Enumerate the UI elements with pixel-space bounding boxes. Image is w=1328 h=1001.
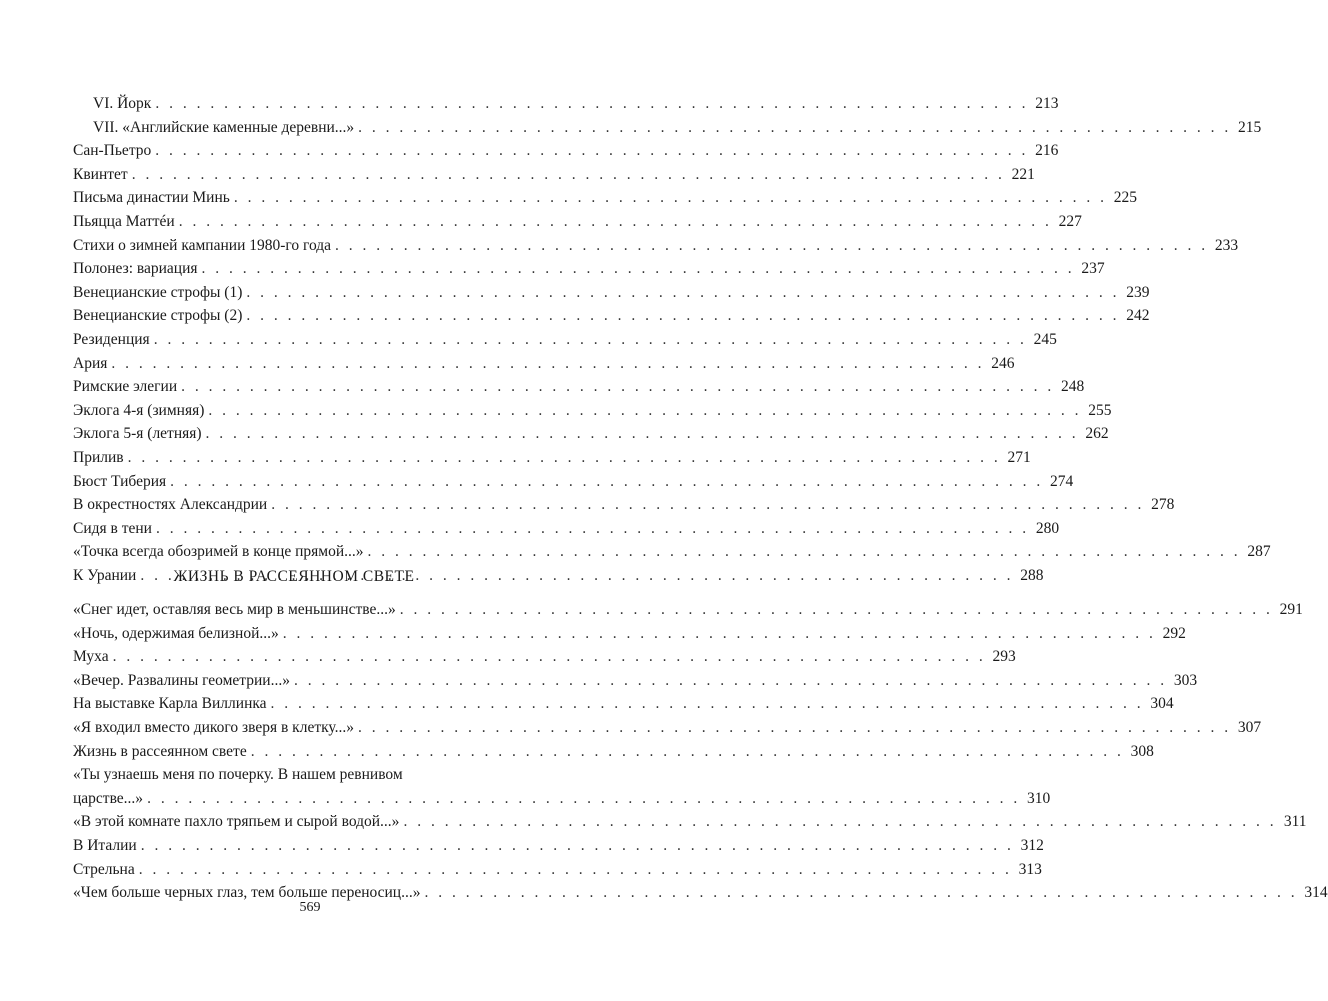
dot-leader xyxy=(128,446,1001,470)
toc-entry-page: 215 xyxy=(1238,118,1262,136)
toc-entry xyxy=(73,210,1082,234)
toc-entry-title: Сидя в тени xyxy=(73,519,152,537)
dot-leader xyxy=(294,669,1167,693)
toc-entry-title: «Я входил вместо дикого зверя в клетку...» xyxy=(73,718,354,736)
dot-leader xyxy=(132,163,1005,187)
toc-entry-page: 242 xyxy=(1126,307,1150,325)
toc-entry-title: Квинтет xyxy=(73,165,128,183)
toc-entry-page: 274 xyxy=(1050,472,1074,490)
dot-leader xyxy=(141,834,1014,858)
toc-entry-page: 292 xyxy=(1162,624,1186,642)
toc-entry-page: 288 xyxy=(1020,566,1044,584)
toc-entry-page: 278 xyxy=(1151,496,1175,514)
toc-entry-title: В окрестностях Александрии xyxy=(73,496,268,514)
toc-entry-title: На выставке Карла Виллинка xyxy=(73,695,267,713)
toc-entry xyxy=(73,328,1057,352)
toc-entry-title: Пьяцца Маттéи xyxy=(73,212,175,230)
toc-entry-title: Бюст Тиберия xyxy=(73,472,167,490)
toc-entry-title: «Ночь, одержимая белизной...» xyxy=(73,624,279,642)
toc-entry-page: 225 xyxy=(1113,189,1137,207)
toc-entry xyxy=(73,740,1154,764)
toc-entry-page: 239 xyxy=(1126,283,1150,301)
toc-entry xyxy=(73,669,1198,693)
toc-entry-page: 237 xyxy=(1081,260,1105,278)
toc-entry-title: В Италии xyxy=(73,836,137,854)
page-number: 569 xyxy=(299,900,321,915)
toc-entry xyxy=(73,598,1303,622)
toc-entry-page: 227 xyxy=(1058,212,1082,230)
toc-entry xyxy=(73,139,1059,163)
toc-entry xyxy=(73,163,1035,187)
toc-entry-page: 312 xyxy=(1020,836,1044,854)
dot-leader xyxy=(111,352,984,376)
toc-entry-title-line2-row xyxy=(73,787,1050,811)
dot-leader xyxy=(155,92,1028,116)
dot-leader xyxy=(170,470,1043,494)
dot-leader xyxy=(400,598,1273,622)
dot-leader xyxy=(358,116,1231,140)
toc-entry-title: Резиденция xyxy=(73,330,150,348)
section-title: ЖИЗНЬ В РАССЕЯННОМ СВЕТЕ xyxy=(173,568,415,585)
toc-entry-title: Полонез: вариация xyxy=(73,260,198,278)
dot-leader xyxy=(335,234,1208,258)
toc-entry xyxy=(73,304,1150,328)
toc-entry-title: Стрельна xyxy=(73,860,135,878)
toc-entry-page: 248 xyxy=(1061,378,1085,396)
dot-leader xyxy=(208,399,1081,423)
toc-entry-page: 213 xyxy=(1035,95,1059,112)
dot-leader xyxy=(139,858,1012,882)
toc-entry-page: 314 xyxy=(1304,884,1328,902)
toc-entry-page: 262 xyxy=(1085,425,1109,443)
toc-entry-title: Эклога 5-я (летняя) xyxy=(73,425,202,443)
toc-entry-title: «Чем больше черных глаз, тем больше переносиц...» xyxy=(73,884,421,902)
toc-entry xyxy=(73,493,1175,517)
toc-entry-title: VI. Йорк xyxy=(93,95,152,112)
toc-entry-page: 304 xyxy=(1150,695,1174,713)
toc-list xyxy=(73,598,1328,905)
toc-entry xyxy=(73,257,1105,281)
toc-entry-title: Венецианские строфы (1) xyxy=(73,283,243,301)
toc-entry xyxy=(73,645,1016,669)
toc-entry-page: 293 xyxy=(992,648,1016,666)
dot-leader xyxy=(403,810,1276,834)
toc-entry xyxy=(73,540,1271,564)
dot-leader xyxy=(154,328,1027,352)
toc-entry xyxy=(73,716,1262,740)
toc-entry-title: «Точка всегда обозримей в конце прямой...» xyxy=(73,543,364,561)
dot-leader xyxy=(156,517,1029,541)
toc-entry xyxy=(73,186,1137,210)
toc-entry-title: Ария xyxy=(73,354,108,372)
dot-leader xyxy=(358,716,1231,740)
toc-entry-title: Стихи о зимней кампании 1980-го года xyxy=(73,236,332,254)
toc-entry-title: Римские элегии xyxy=(73,378,178,396)
toc-entry-title-line1: «Ты узнаешь меня по почерку. В нашем ревнивом xyxy=(73,766,403,784)
toc-entry xyxy=(73,281,1150,305)
toc-entry-title: Сан-Пьетро xyxy=(73,142,152,160)
toc-entry xyxy=(73,422,1109,446)
toc-entry-title: Жизнь в рассеянном свете xyxy=(73,742,247,760)
toc-entry xyxy=(73,116,1262,140)
dot-leader xyxy=(113,645,986,669)
toc-entry-page: 255 xyxy=(1088,401,1112,419)
toc-entry-page: 310 xyxy=(1026,789,1051,807)
toc-entry-title: Прилив xyxy=(73,448,124,466)
dot-leader xyxy=(234,186,1107,210)
toc-entry-page: 221 xyxy=(1011,165,1035,183)
dot-leader xyxy=(181,375,1054,399)
dot-leader xyxy=(246,304,1119,328)
toc-entry-page: 216 xyxy=(1035,142,1059,160)
toc-list xyxy=(73,92,1271,587)
toc-entry-page: 313 xyxy=(1018,860,1042,878)
toc-entry-page: 308 xyxy=(1130,742,1154,760)
toc-entry-title: Эклога 4-я (зимняя) xyxy=(73,401,205,419)
toc-entry xyxy=(73,375,1085,399)
toc-entry xyxy=(73,834,1044,858)
dot-leader xyxy=(368,540,1241,564)
toc-entry-title-block xyxy=(73,763,1050,810)
dot-leader xyxy=(206,422,1079,446)
toc-entry-page: 280 xyxy=(1035,519,1060,537)
toc-entry xyxy=(73,470,1074,494)
dot-leader xyxy=(271,692,1144,716)
dot-leader xyxy=(147,787,1020,811)
toc-entry-title: К Урании xyxy=(73,566,137,584)
toc-entry-title: Письма династии Минь xyxy=(73,189,230,207)
toc-entry xyxy=(73,399,1112,423)
toc-entry-page: 271 xyxy=(1007,448,1031,466)
toc-entry xyxy=(73,763,1051,810)
toc-entry-page: 303 xyxy=(1173,671,1198,689)
dot-leader xyxy=(246,281,1119,305)
dot-leader xyxy=(271,493,1144,517)
toc-entry xyxy=(73,92,1059,116)
dot-leader xyxy=(283,622,1156,646)
toc-entry-page: 291 xyxy=(1279,601,1303,618)
dot-leader xyxy=(251,740,1124,764)
toc-entry-title: «В этой комнате пахло тряпьем и сырой водой...» xyxy=(73,813,400,831)
toc-entry-title-line2: царстве...» xyxy=(73,789,144,807)
toc-entry xyxy=(73,858,1042,882)
dot-leader xyxy=(155,139,1028,163)
toc-entry-title: «Снег идет, оставляя весь мир в меньшинстве...» xyxy=(73,601,396,618)
toc-entry xyxy=(73,692,1174,716)
toc-entry xyxy=(73,446,1031,470)
toc-entry-page: 307 xyxy=(1237,718,1262,736)
toc-entry xyxy=(73,517,1060,541)
dot-leader xyxy=(179,210,1052,234)
toc-entry-title: VII. «Английские каменные деревни...» xyxy=(93,118,355,136)
toc-entry xyxy=(73,234,1239,258)
toc-entry xyxy=(73,622,1186,646)
toc-entry-page: 311 xyxy=(1283,813,1307,831)
toc-entry-page: 233 xyxy=(1214,236,1239,254)
toc-entry-page: 245 xyxy=(1033,330,1057,348)
toc-entry-title: Муха xyxy=(73,648,109,666)
dot-leader xyxy=(202,257,1075,281)
toc-entry-page: 287 xyxy=(1247,543,1271,561)
toc-entry-title: «Вечер. Развалины геометрии...» xyxy=(73,671,290,689)
toc-entry xyxy=(73,810,1307,834)
toc-entry xyxy=(73,352,1015,376)
toc-entry-title: Венецианские строфы (2) xyxy=(73,307,243,325)
toc-entry-page: 246 xyxy=(991,354,1015,372)
